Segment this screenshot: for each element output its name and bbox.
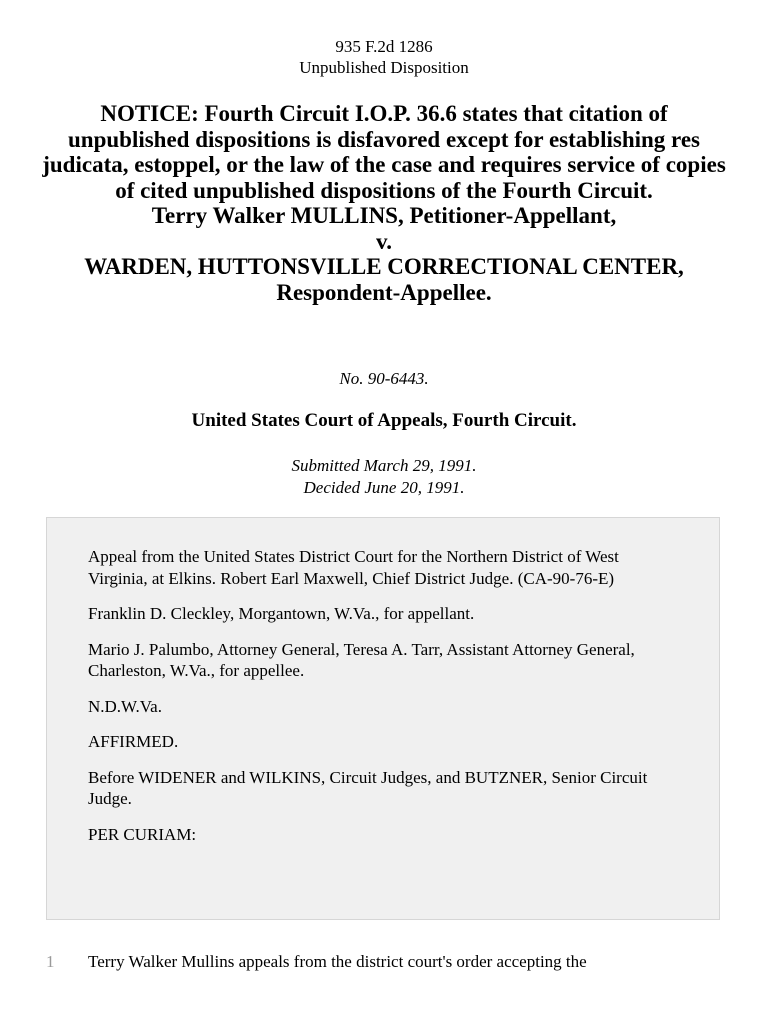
court-name: United States Court of Appeals, Fourth Circuit. — [191, 410, 577, 431]
citation-header — [0, 36, 768, 78]
decided-date: Decided June 20, 1991. — [303, 478, 465, 497]
disposition-result: AFFIRMED. — [88, 732, 179, 751]
disposition-label: Unpublished Disposition — [299, 58, 469, 77]
citation: 935 F.2d 1286 — [335, 37, 433, 56]
docket-number: No. 90-6443. — [339, 369, 429, 388]
appellee-counsel: Mario J. Palumbo, Attorney General, Teresa A. Tarr, Assistant Attorney General, Charleston, W.Va., for appellee. — [88, 639, 635, 680]
notice-text: NOTICE: Fourth Circuit I.O.P. 36.6 states that citation of unpublished dispositions is disfavored except for establishing res judicata, estoppel, or the law of the case and requires service of copies of cited unpublished dispositions of the Fourth Circuit. — [42, 101, 726, 203]
versus-label: v. — [376, 228, 392, 254]
petitioner-name: Terry Walker MULLINS, Petitioner-Appellant, — [151, 203, 617, 228]
per-curiam-label: PER CURIAM: — [88, 824, 197, 844]
judges-panel: Before WIDENER and WILKINS, Circuit Judges, and BUTZNER, Senior Circuit Judge. — [88, 767, 648, 808]
appeal-info: Appeal from the United States District Court for the Northern District of West Virginia, at Elkins. Robert Earl Maxwell, Chief District Judge. (CA-90-76-E) — [88, 547, 619, 588]
respondent-name: WARDEN, HUTTONSVILLE CORRECTIONAL CENTER, Respondent-Appellee. — [84, 254, 684, 305]
submitted-date: Submitted March 29, 1991. — [291, 456, 477, 475]
paragraph-number: 1 — [46, 952, 55, 971]
district-abbrev: N.D.W.Va. — [88, 696, 162, 716]
opinion-paragraph: Terry Walker Mullins appeals from the district court's order accepting the — [88, 952, 587, 971]
case-summary-box — [46, 517, 720, 920]
case-dates — [0, 455, 768, 499]
case-heading — [40, 101, 728, 305]
appellant-counsel: Franklin D. Cleckley, Morgantown, W.Va., for appellant. — [88, 604, 475, 623]
